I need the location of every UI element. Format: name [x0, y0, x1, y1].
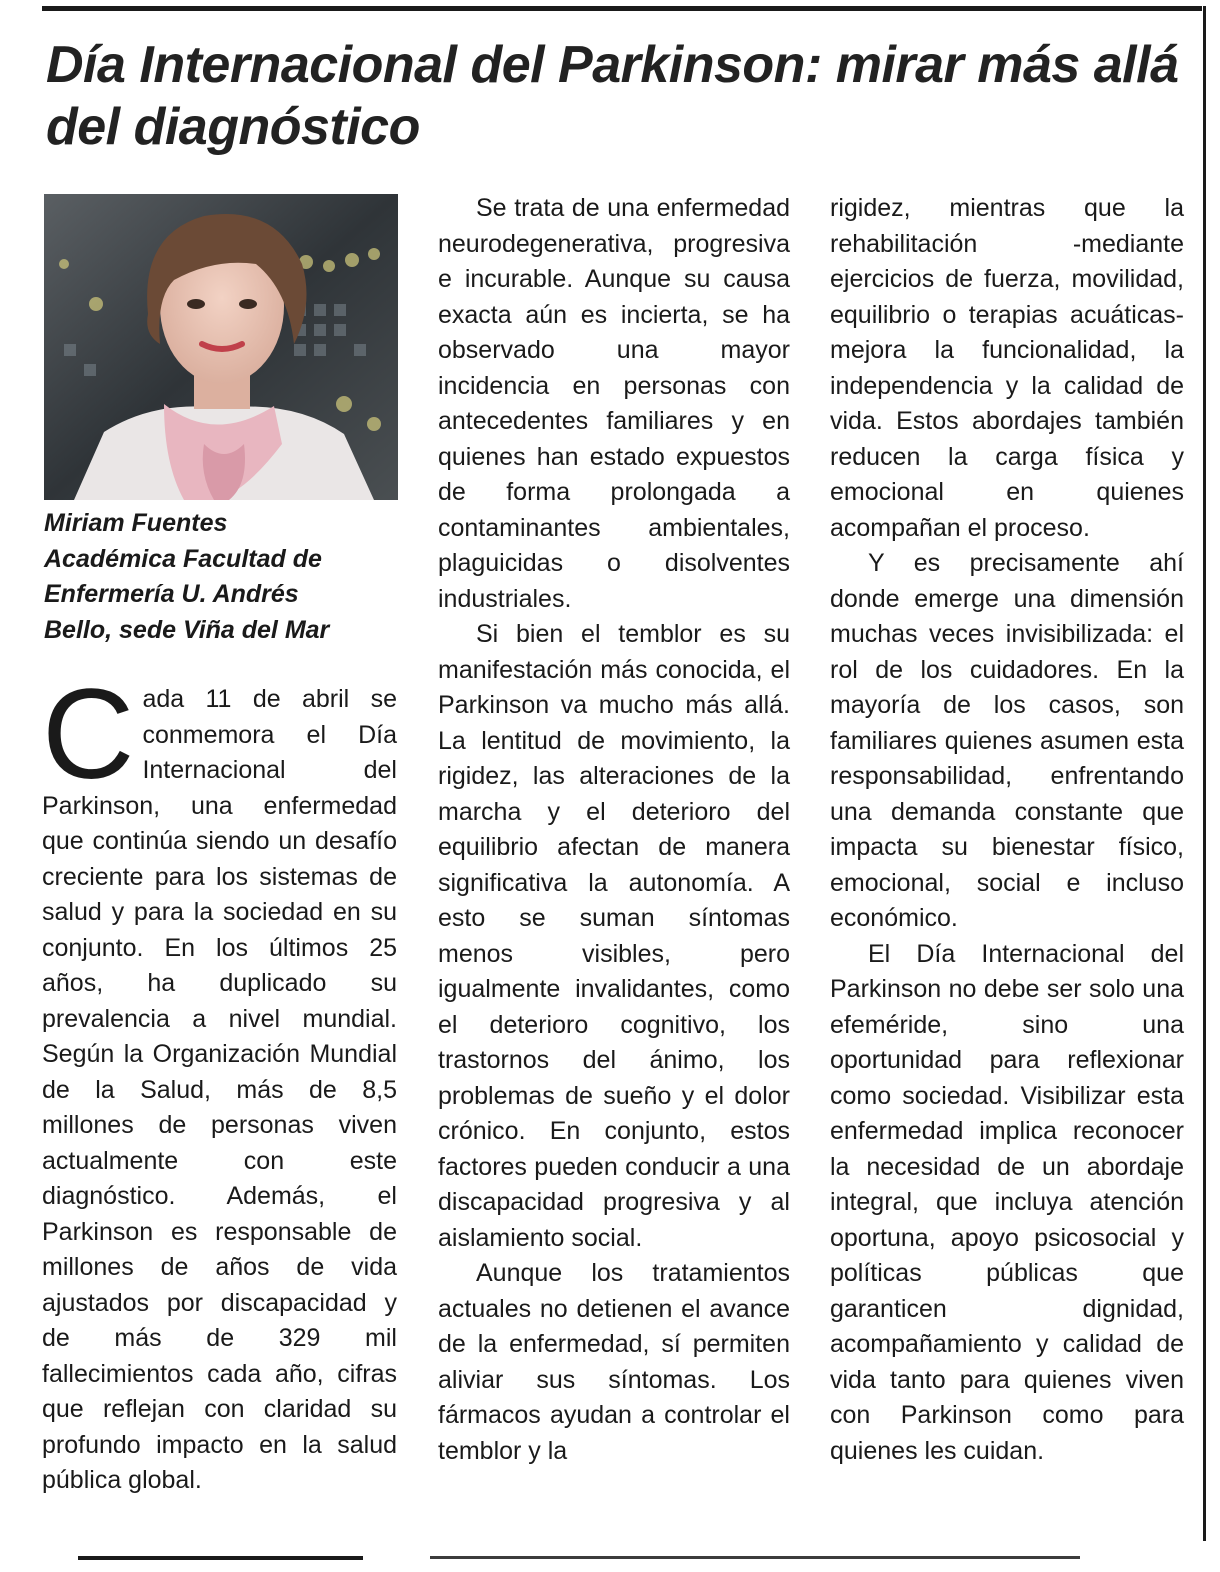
paragraph: El Día Internacional del Parkinson no debe ser solo una efeméride, sino una oportunidad para reflexionar como sociedad. Visibilizar esta enfermedad implica reconocer la necesidad de un abordaje integral, que incluya atención oportuna, apoyo psicosocial y políticas públicas que garanticen dignidad, acompañamiento y calidad de vida tanto para quienes viven con Parkinson como para quienes les cuidan. [830, 939, 1184, 1465]
right-column-rule [1203, 6, 1206, 1541]
column-1 [42, 663, 397, 1499]
drop-cap: C [42, 663, 135, 806]
paragraph [42, 663, 397, 1499]
author-name: Miriam Fuentes [44, 509, 228, 537]
paragraph: Se trata de una enfermedad neurodegenerativa, progresiva e incurable. Aunque su causa exacta aún es incierta, se ha observado una mayor incidencia en personas con antecedentes familiares y en quienes han estado expuestos de forma prolongada a contaminantes ambientales, plaguicidas o disolventes industriales. [438, 194, 790, 613]
paragraph: Y es precisamente ahí donde emerge una dimensión muchas veces invisibilizada: el rol de los cuidadores. En la mayoría de los casos, son familiares quienes asumen esta responsabilidad, enfrentando una demanda constante que impacta su bienestar físico, emocional, social e incluso económico. [830, 549, 1184, 932]
author-role-line: Académica Facultad de [44, 544, 322, 573]
author-role-line: Enfermería U. Andrés [44, 580, 299, 608]
portrait-illustration [44, 194, 398, 500]
bottom-rule-left [78, 1556, 363, 1560]
paragraph: rigidez, mientras que la rehabilitación -mediante ejercicios de fuerza, movilidad, equilibrio o terapias acuáticas- mejora la funcionalidad, la independencia y la calidad de vida. Estos abordajes también reducen la carga física y emocional en quienes acompañan el proceso. [830, 194, 1184, 542]
paragraph-text: ada 11 de abril se conmemora el Día Internacional del Parkinson, una enfermedad que continúa siendo un desafío creciente para los sistemas de salud y para la sociedad en su conjunto. En los últimos 25 años, ha duplicado su prevalencia a nivel mundial. Según la Organización Mundial de la Salud, más de 8,5 millones de personas viven actualmente con este diagnóstico. Además, el Parkinson es responsable de millones de años de vida ajustados por discapacidad y de más de 329 mil fallecimientos cada año, cifras que reflejan con claridad su profundo impacto en la salud pública global. [42, 685, 397, 1494]
paragraph: Si bien el temblor es su manifestación más conocida, el Parkinson va mucho más allá. La lentitud de movimiento, la rigidez, las alteraciones de la marcha y el deterioro del equilibrio afectan de manera significativa la autonomía. A esto se suman síntomas menos visibles, pero igualmente invalidantes, como el deterioro cognitivo, los trastornos del ánimo, los problemas de sueño y el dolor crónico. En conjunto, estos factores pueden conducir a una discapacidad progresiva y al aislamiento social. [438, 620, 790, 1252]
paragraph: Aunque los tratamientos actuales no detienen el avance de la enfermedad, sí permiten aliviar sus síntomas. Los fármacos ayudan a controlar el temblor y la [438, 1259, 790, 1465]
author-role-line: Bello, sede Viña del Mar [44, 615, 330, 644]
top-rule [42, 6, 1202, 11]
author-caption [44, 506, 400, 648]
column-2 [438, 191, 790, 1469]
author-portrait [44, 194, 398, 500]
bottom-rule-right [430, 1556, 1080, 1559]
article-headline: Día Internacional del Parkinson: mirar más allá del diagnóstico [46, 36, 1179, 156]
column-3 [830, 191, 1184, 1469]
